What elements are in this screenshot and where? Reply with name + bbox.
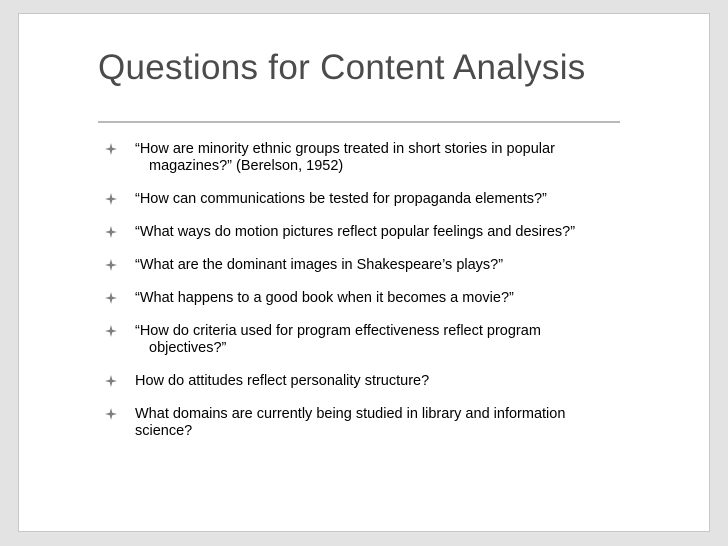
diamond-bullet-icon [105, 259, 117, 271]
bullet-line: “How are minority ethnic groups treated in short stories in popular [135, 141, 555, 157]
bullet-line: “How can communications be tested for propaganda elements?” [135, 191, 547, 207]
bullet-line: “What happens to a good book when it becomes a movie?” [135, 290, 514, 306]
bullet-line: “What ways do motion pictures reflect popular feelings and desires?” [135, 224, 576, 240]
diamond-bullet-icon [105, 408, 117, 420]
list-item [98, 406, 623, 440]
slide-title: Questions for Content Analysis [98, 48, 586, 87]
diamond-bullet-icon [105, 193, 117, 205]
list-item [98, 141, 623, 175]
list-item [98, 373, 623, 390]
bullet-line: How do attitudes reflect personality structure? [135, 373, 430, 389]
bullet-line-continued: objectives?” [149, 340, 227, 356]
diamond-bullet-icon [105, 143, 117, 155]
bullet-line: “How do criteria used for program effectiveness reflect program [135, 323, 541, 339]
diamond-bullet-icon [105, 226, 117, 238]
list-item [98, 191, 623, 208]
list-item [98, 224, 623, 241]
bullet-line-continued: science? [135, 423, 193, 439]
list-item [98, 290, 623, 307]
title-divider [98, 121, 620, 123]
question-list [98, 141, 623, 456]
bullet-line: “What are the dominant images in Shakespeare’s plays?” [135, 257, 504, 273]
diamond-bullet-icon [105, 325, 117, 337]
bullet-line: What domains are currently being studied in library and information [135, 406, 566, 422]
bullet-line-continued: magazines?” (Berelson, 1952) [149, 158, 344, 174]
diamond-bullet-icon [105, 292, 117, 304]
list-item [98, 257, 623, 274]
diamond-bullet-icon [105, 375, 117, 387]
list-item [98, 323, 623, 357]
